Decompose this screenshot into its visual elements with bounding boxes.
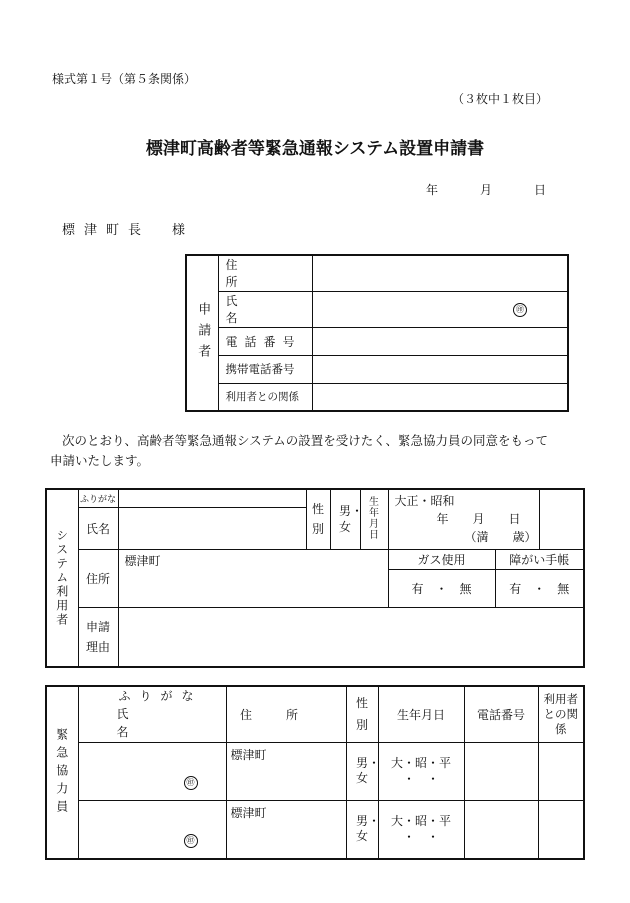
emergency-row-1-birth[interactable]: 大・昭・平 ・ ・: [378, 742, 464, 800]
user-gas-label: ガス使用: [388, 549, 495, 569]
user-age: （満 歳）: [464, 530, 537, 544]
sheet-count: （３枚中１枚目）: [452, 92, 549, 106]
user-name-label: 氏名: [78, 507, 118, 549]
date-line: [426, 181, 546, 198]
emergency-row-2-gender[interactable]: 男・女: [346, 800, 378, 859]
emergency-row-2-phone[interactable]: [464, 800, 538, 859]
applicant-relation-label: 利用者との関係: [218, 383, 312, 411]
emergency-row-2-birth[interactable]: 大・昭・平 ・ ・: [378, 800, 464, 859]
emergency-address-header: 住所: [226, 686, 346, 742]
emergency-birth-header: 生年月日: [378, 686, 464, 742]
applicant-address-label: 住所: [218, 255, 312, 291]
user-birth-ymd: 年 月 日: [436, 512, 521, 526]
paragraph-line-1: 次のとおり、高齢者等緊急通報システムの設置を受けたく、緊急協力員の同意をもって: [62, 433, 549, 448]
date-day: 日: [534, 183, 547, 197]
applicant-phone-label: 電話番号: [218, 327, 312, 355]
emergency-name-header: ふりがな 氏名: [78, 686, 226, 742]
date-year: 年: [426, 183, 439, 197]
user-furigana-field[interactable]: [118, 489, 306, 507]
emergency-row-1-gender[interactable]: 男・女: [346, 742, 378, 800]
applicant-phone-field[interactable]: [312, 327, 568, 355]
user-birth-label: 生年月日: [360, 489, 388, 549]
user-disability-label: 障がい手帳: [495, 549, 584, 569]
user-address-field[interactable]: 標津町: [118, 549, 388, 607]
user-gas-options[interactable]: 有 ・ 無: [388, 569, 495, 607]
applicant-name-label: 氏名: [218, 291, 312, 327]
request-paragraph: [50, 431, 590, 471]
seal-icon: ㊞: [184, 776, 198, 790]
page-title: 標津町高齢者等緊急通報システム設置申請書: [145, 139, 485, 159]
emergency-row-2-address[interactable]: 標津町: [226, 800, 346, 859]
emergency-row-1-name[interactable]: [78, 742, 226, 800]
emergency-row-1-relation[interactable]: [538, 742, 584, 800]
paragraph-line-2: 申請いたします。: [50, 453, 150, 468]
seal-icon: ㊞: [513, 303, 527, 317]
user-address-label: 住所: [78, 549, 118, 607]
applicant-mobile-label: 携帯電話番号: [218, 355, 312, 383]
applicant-name-field[interactable]: [312, 291, 568, 327]
applicant-address-field[interactable]: [312, 255, 568, 291]
date-month: 月: [480, 183, 493, 197]
applicant-side-label: 申請者: [186, 255, 218, 411]
user-name-field[interactable]: [118, 507, 306, 549]
addressee: 標津町長 様: [62, 223, 195, 238]
emergency-row-1-address[interactable]: 標津町: [226, 742, 346, 800]
user-era-options: 大正・昭和: [394, 494, 455, 508]
emergency-contact-table: [45, 685, 585, 860]
seal-icon: ㊞: [184, 834, 198, 848]
user-gender-label: 性別: [306, 489, 330, 549]
emergency-row-2-relation[interactable]: [538, 800, 584, 859]
emergency-row-1-phone[interactable]: [464, 742, 538, 800]
emergency-phone-header: 電話番号: [464, 686, 538, 742]
user-furigana-label: ふりがな: [78, 489, 118, 507]
user-birth-field[interactable]: [388, 489, 540, 549]
system-user-table: [45, 488, 585, 668]
applicant-table: [185, 254, 569, 412]
emergency-row-2-name[interactable]: [78, 800, 226, 859]
emergency-relation-header: 利用者との関係: [538, 686, 584, 742]
user-side-label: システム利用者: [46, 489, 78, 667]
form-number: 様式第１号（第５条関係）: [52, 72, 197, 86]
user-reason-label: 申請理由: [78, 607, 118, 667]
emergency-side-label: 緊急協力員: [46, 686, 78, 859]
user-disability-options[interactable]: 有 ・ 無: [495, 569, 584, 607]
applicant-relation-field[interactable]: [312, 383, 568, 411]
emergency-gender-header: 性別: [346, 686, 378, 742]
applicant-mobile-field[interactable]: [312, 355, 568, 383]
user-reason-field[interactable]: [118, 607, 584, 667]
user-gender-options[interactable]: 男・女: [330, 489, 360, 549]
